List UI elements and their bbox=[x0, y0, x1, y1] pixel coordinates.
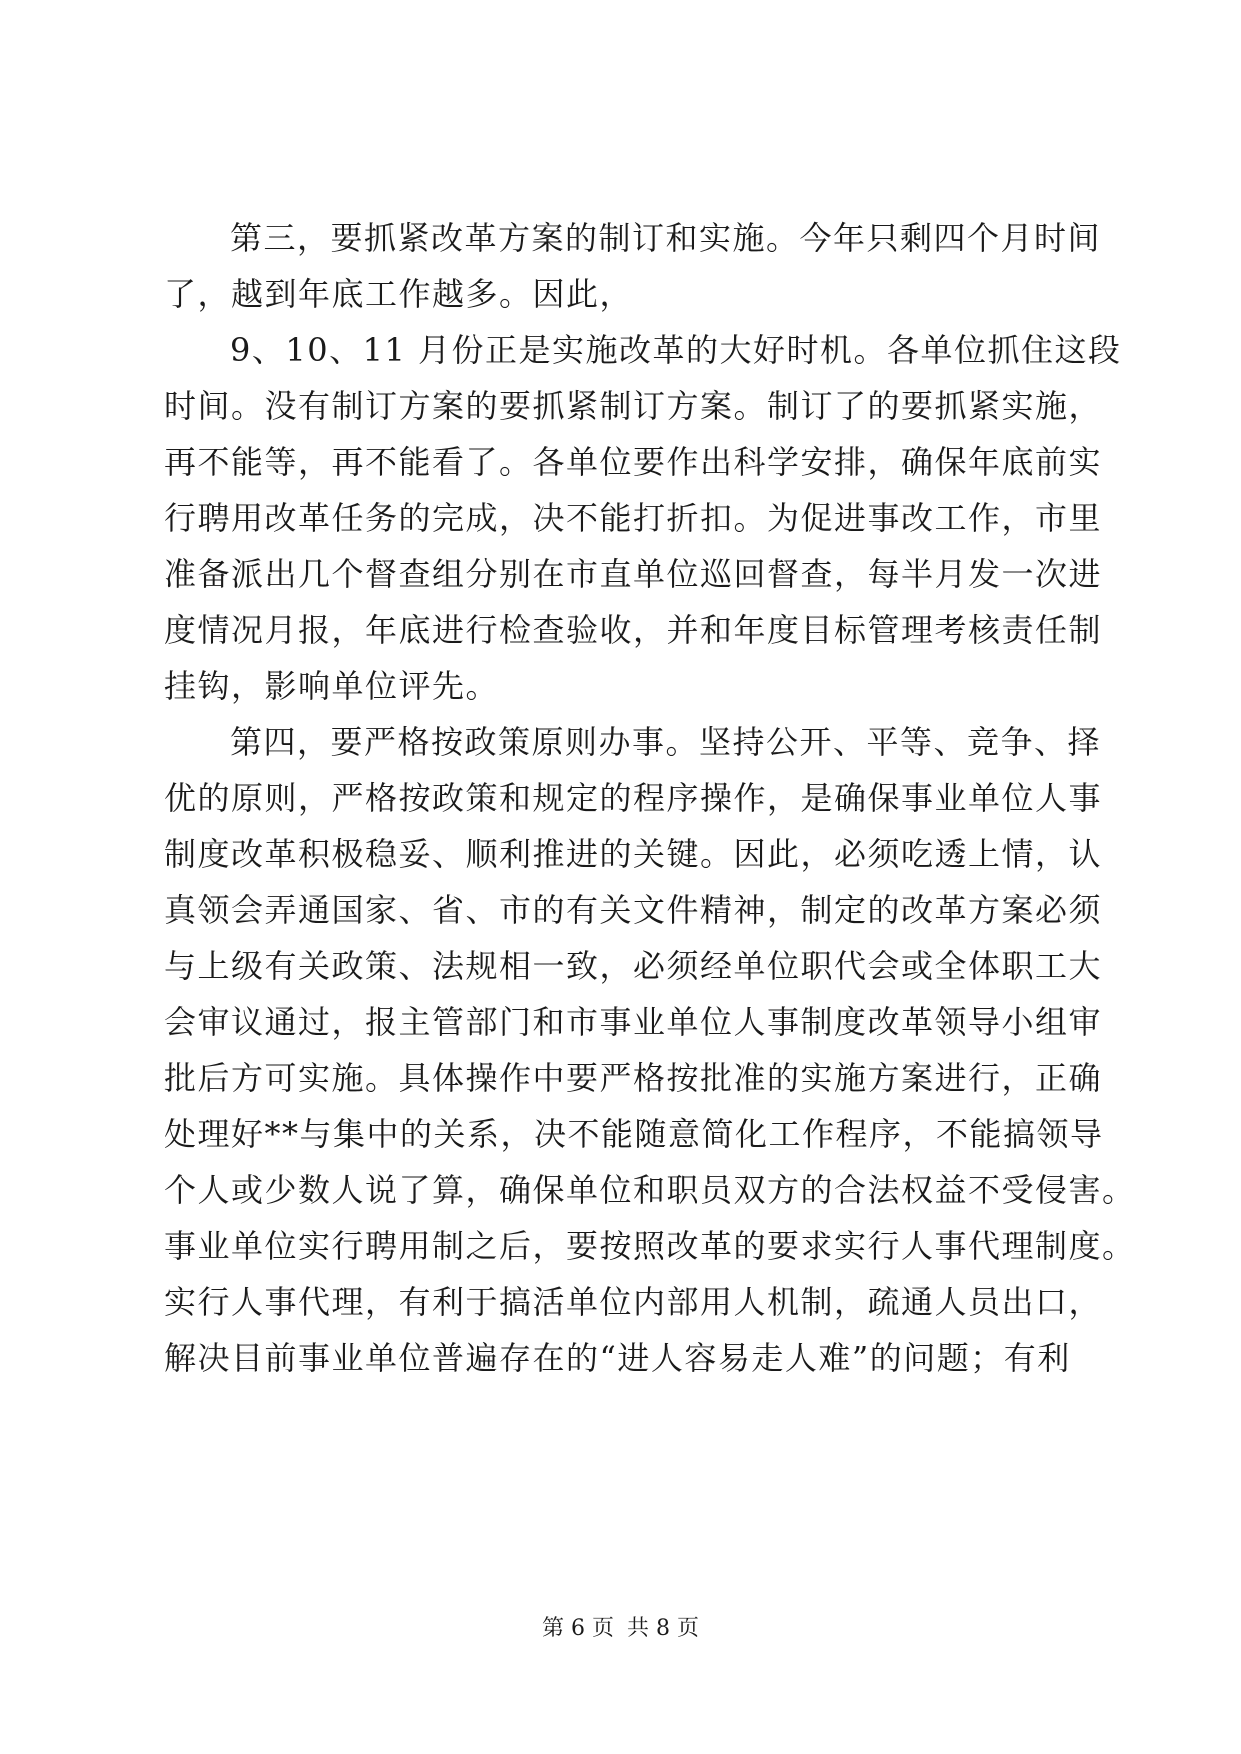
text-line: 了，越到年底工作越多。因此， bbox=[164, 275, 634, 313]
text-line: 度情况月报，年底进行检查验收，并和年度目标管理考核责任制 bbox=[164, 611, 1103, 649]
text-line: 制度改革积极稳妥、顺利推进的关键。因此，必须吃透上情，认 bbox=[164, 835, 1103, 873]
text-line: 第四，要严格按政策原则办事。坚持公开、平等、竞争、择 bbox=[230, 723, 1102, 761]
page-total: 共 8 页 bbox=[627, 1616, 699, 1641]
text-line: 与上级有关政策、法规相一致，必须经单位职代会或全体职工大 bbox=[164, 947, 1103, 985]
page-number: 第 6 页 bbox=[542, 1616, 614, 1641]
text-line: 事业单位实行聘用制之后，要按照改革的要求实行人事代理制度。 bbox=[164, 1227, 1136, 1265]
text-line: 处理好**与集中的关系，决不能随意简化工作程序，不能搞领导 bbox=[164, 1115, 1104, 1153]
text-line: 优的原则，严格按政策和规定的程序操作，是确保事业单位人事 bbox=[164, 779, 1103, 817]
text-line: 行聘用改革任务的完成，决不能打折扣。为促进事改工作，市里 bbox=[164, 499, 1103, 537]
text-line: 再不能等，再不能看了。各单位要作出科学安排，确保年底前实 bbox=[164, 443, 1103, 481]
text-line: 9、10、11 月份正是实施改革的大好时机。各单位抓住这段 bbox=[230, 331, 1122, 369]
text-line: 个人或少数人说了算，确保单位和职员双方的合法权益不受侵害。 bbox=[164, 1171, 1136, 1209]
text-line: 挂钩，影响单位评先。 bbox=[164, 667, 500, 705]
text-line: 准备派出几个督查组分别在市直单位巡回督查，每半月发一次进 bbox=[164, 555, 1103, 593]
text-line: 批后方可实施。具体操作中要严格按批准的实施方案进行，正确 bbox=[164, 1059, 1103, 1097]
text-line: 第三，要抓紧改革方案的制订和实施。今年只剩四个月时间 bbox=[230, 219, 1102, 257]
text-line: 会审议通过，报主管部门和市事业单位人事制度改革领导小组审 bbox=[164, 1003, 1103, 1041]
text-line: 时间。没有制订方案的要抓紧制订方案。制订了的要抓紧实施， bbox=[164, 387, 1103, 425]
page-footer bbox=[0, 1614, 1241, 1644]
text-line: 实行人事代理，有利于搞活单位内部用人机制，疏通人员出口， bbox=[164, 1283, 1103, 1321]
text-line: 真领会弄通国家、省、市的有关文件精神，制定的改革方案必须 bbox=[164, 891, 1103, 929]
text-line: 解决目前事业单位普遍存在的“进人容易走人难”的问题；有利 bbox=[164, 1339, 1071, 1377]
